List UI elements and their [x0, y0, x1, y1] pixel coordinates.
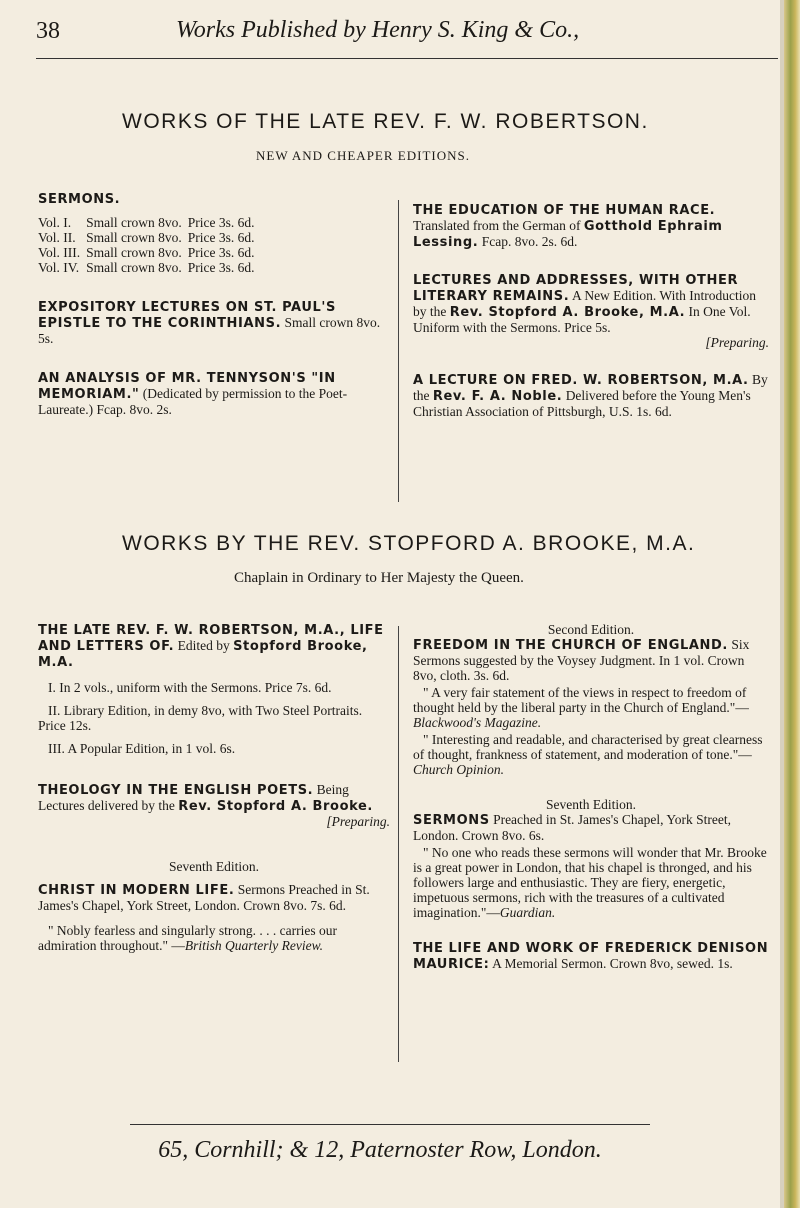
volume-row: [38, 215, 261, 230]
robertson-right-column: [413, 202, 769, 437]
quote-text: " No one who reads these sermons will wonder that Mr. Brooke is a great power in London, that his chapel is thronged, and his followers large and enthusiastic. They are fiery, energetic, impetuous sermons, rich with the treasures of a cultivated imagination."—: [413, 845, 767, 920]
entry-status: [Preparing.: [326, 814, 390, 829]
entry-maurice: [413, 940, 769, 972]
quote-source: British Quarterly Review.: [184, 938, 323, 953]
entry-status: [Preparing.: [705, 335, 769, 350]
entry-text: Preached in St. James's Chapel, York Street, London. Crown 8vo. 6s.: [413, 812, 731, 843]
volume-list: [38, 215, 261, 275]
entry-lecture-fred: [413, 372, 769, 419]
quote-source: Church Opinion.: [413, 762, 504, 777]
entry-title: THE LIFE AND WORK OF FREDERICK DENISON MAURICE:: [413, 941, 769, 972]
entry-sermons: [38, 192, 390, 275]
publisher-address: 65, Cornhill; & 12, Paternoster Row, London.: [158, 1137, 602, 1163]
volume-format: Small crown 8vo.: [86, 230, 182, 245]
brooke-right-column: [413, 622, 769, 990]
entry-text: Translated from the German of: [413, 218, 581, 233]
section-heading-robertson: WORKS OF THE LATE REV. F. W. ROBERTSON.: [122, 110, 649, 133]
volume-row: [38, 245, 261, 260]
volume-number: Vol. III.: [38, 245, 81, 260]
volume-row: [38, 260, 261, 275]
entry-lectures: [413, 272, 769, 350]
review-quote: [413, 845, 769, 920]
entry-text: Being Lectures delivered by the: [38, 782, 349, 813]
entry-title: CHRIST IN MODERN LIFE.: [38, 883, 235, 898]
edition-note: Seventh Edition.: [169, 859, 259, 874]
entry-title: THEOLOGY IN THE ENGLISH POETS.: [38, 783, 314, 798]
entry-text: Sermons Preached in St. James's Chapel, York Street, London. Crown 8vo. 7s. 6d.: [38, 882, 370, 913]
running-title: Works Published by Henry S. King & Co.,: [176, 17, 580, 43]
entry-theology: [38, 782, 390, 829]
entry-author: Rev. F. A. Noble.: [432, 389, 563, 404]
entry-title: SERMONS: [413, 813, 490, 828]
volume-number: Vol. II.: [38, 230, 76, 245]
volume-number: Vol. IV.: [38, 260, 80, 275]
entry-expository: [38, 299, 390, 346]
section-subheading-robertson: NEW AND CHEAPER EDITIONS.: [256, 148, 470, 163]
quote-text: " Nobly fearless and singularly strong. . . . carries our admiration throughout.": [38, 923, 337, 953]
entry-author: Rev. Stopford A. Brooke, M.A.: [449, 305, 686, 320]
entry-life-letters: [38, 622, 390, 756]
section-subheading-brooke: Chaplain in Ordinary to Her Majesty the Queen.: [234, 570, 524, 586]
entry-text: In One Vol. Uniform with the Sermons. Price 5s.: [413, 304, 751, 335]
entry-title: THE LATE REV. F. W. ROBERTSON, M.A., LIFE AND LETTERS OF.: [38, 623, 384, 654]
footer-rule: [130, 1124, 650, 1125]
entry-title: THE EDUCATION OF THE HUMAN RACE.: [413, 203, 716, 218]
entry-author: Rev. Stopford A. Brooke.: [178, 799, 373, 814]
entry-title: FREEDOM IN THE CHURCH OF ENGLAND.: [413, 638, 728, 653]
volume-format: Small crown 8vo.: [86, 245, 182, 260]
entry-christ: [38, 859, 390, 953]
volume-format: Small crown 8vo.: [86, 215, 182, 230]
column-divider: [398, 626, 399, 1062]
review-quote: [413, 732, 769, 777]
entry-text: Small crown 8vo. 5s.: [38, 315, 381, 346]
edition-item: III. A Popular Edition, in 1 vol. 6s.: [48, 741, 236, 756]
entry-text: (Dedicated by permission to the Poet-Laureate.) Fcap. 8vo. 2s.: [38, 386, 348, 417]
volume-number: Vol. I.: [38, 215, 72, 230]
volume-price: Price 3s. 6d.: [187, 260, 255, 275]
entry-text: Delivered before the Young Men's Christian Association of Pittsburgh, U.S. 1s. 6d.: [413, 388, 751, 419]
quote-source: Blackwood's Magazine.: [413, 715, 542, 730]
page-number: 38: [36, 18, 60, 44]
volume-price: Price 3s. 6d.: [187, 215, 255, 230]
entry-title: SERMONS.: [38, 192, 121, 207]
running-header: [36, 14, 778, 59]
quote-text: " A very fair statement of the views in respect to freedom of thought held by the liberal party in the Church of England."—: [413, 685, 749, 715]
edition-note: Second Edition.: [547, 622, 635, 637]
column-divider: [398, 200, 399, 502]
entry-sermons-seventh: [413, 797, 769, 920]
entry-text: Six Sermons suggested by the Voysey Judgment. In 1 vol. Crown 8vo, cloth. 3s. 6d.: [413, 637, 750, 683]
quote-text: " Interesting and readable, and characterised by great clearness of thought, frankness of statement, and moderation of tone."—: [413, 732, 763, 762]
entry-freedom: [413, 622, 769, 777]
edition-item: I. In 2 vols., uniform with the Sermons. Price 7s. 6d.: [48, 680, 332, 695]
review-quote: [413, 685, 769, 730]
entry-analysis: [38, 370, 390, 417]
quote-source: Guardian.: [499, 905, 556, 920]
edition-note: Seventh Edition.: [546, 797, 636, 812]
page-edge: [784, 0, 800, 1208]
entry-text: Edited by: [177, 638, 230, 653]
entry-author: Stopford Brooke, M.A.: [38, 639, 368, 670]
entry-title: A LECTURE ON FRED. W. ROBERTSON, M.A.: [413, 373, 749, 388]
review-quote: " Nobly fearless and singularly strong. . . . carries our admiration throughout." —British Quarterly Review.: [38, 923, 337, 953]
entry-text: Fcap. 8vo. 2s. 6d.: [481, 234, 578, 249]
entry-title: AN ANALYSIS OF MR. TENNYSON'S "IN MEMORIAM.": [38, 371, 336, 402]
edition-item: II. Library Edition, in demy 8vo, with Two Steel Portraits. Price 12s.: [38, 703, 363, 733]
entry-text: A New Edition. With Introduction by the: [413, 288, 757, 319]
entry-text: By the: [413, 372, 768, 403]
entry-title: LECTURES AND ADDRESSES, WITH OTHER LITERARY REMAINS.: [413, 273, 739, 304]
entry-author: Gotthold Ephraim Lessing.: [413, 219, 723, 250]
entry-text: A Memorial Sermon. Crown 8vo, sewed. 1s.: [492, 956, 733, 971]
robertson-left-column: [38, 192, 390, 435]
entry-education: [413, 202, 769, 250]
volume-format: Small crown 8vo.: [86, 260, 182, 275]
entry-title: EXPOSITORY LECTURES ON ST. PAUL'S EPISTLE TO THE CORINTHIANS.: [38, 300, 336, 331]
brooke-left-column: [38, 622, 390, 971]
section-heading-brooke: WORKS BY THE REV. STOPFORD A. BROOKE, M.A.: [122, 532, 696, 555]
volume-row: [38, 230, 261, 245]
volume-price: Price 3s. 6d.: [187, 230, 255, 245]
volume-price: Price 3s. 6d.: [187, 245, 255, 260]
